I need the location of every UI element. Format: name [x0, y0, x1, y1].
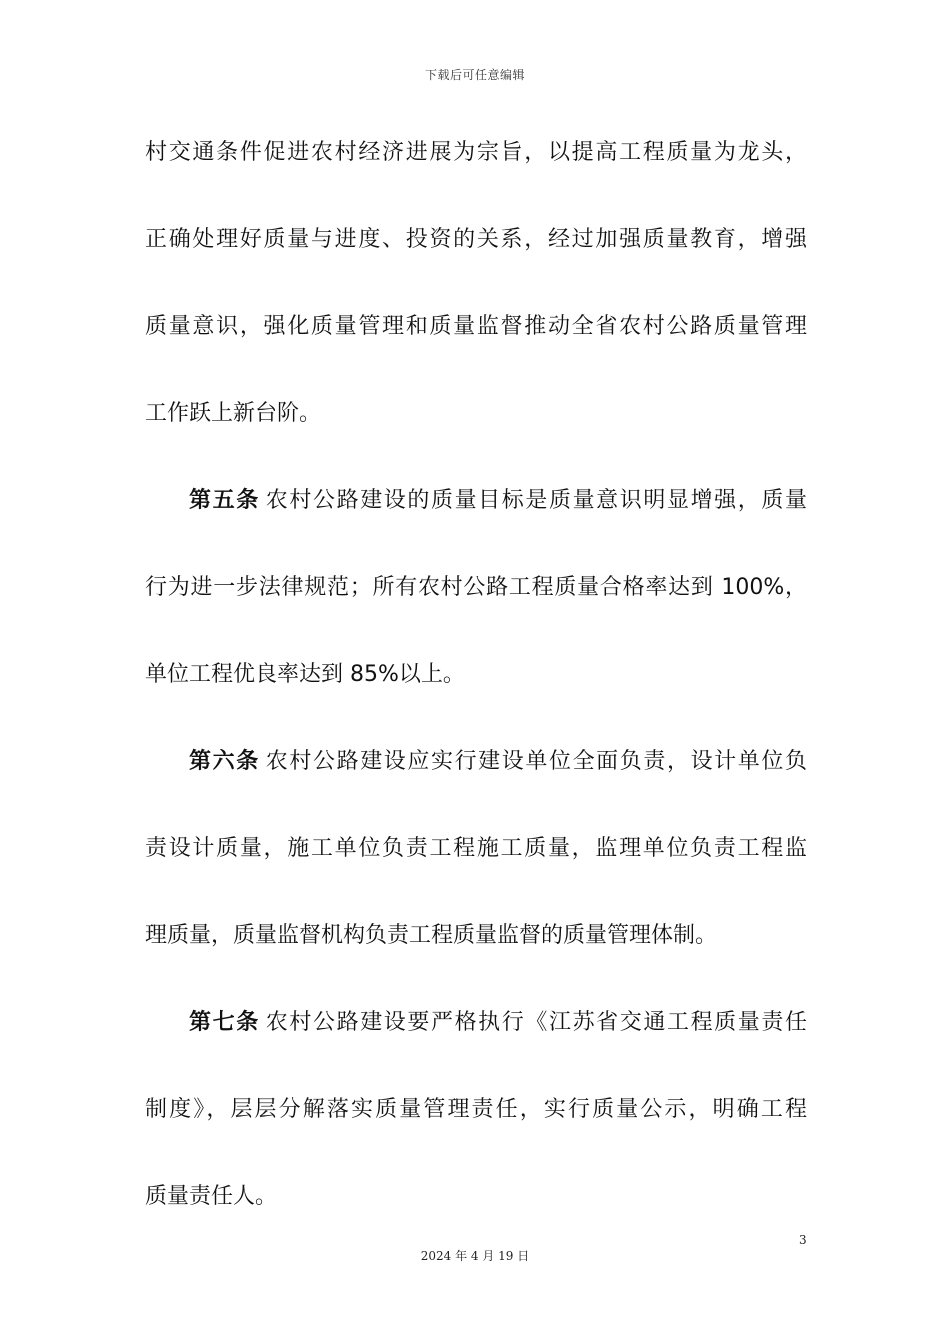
document-body [145, 128, 807, 1259]
article-7-number: 第七条 [189, 1010, 260, 1035]
body-line: 单位工程优良率达到 85%以上。 [145, 662, 465, 687]
body-line: 正确处理好质量与进度、投资的关系，经过加强质量教育，增强 [145, 227, 807, 252]
body-line: 理质量，质量监督机构负责工程质量监督的质量管理体制。 [145, 923, 718, 948]
body-line: 工作跃上新台阶。 [145, 401, 322, 426]
footer-date: 2024 年 4 月 19 日 [420, 1249, 530, 1263]
article-6-number: 第六条 [189, 749, 260, 774]
article-5-number: 第五条 [189, 488, 260, 513]
body-line: 质量意识，强化质量管理和质量监督推动全省农村公路质量管理 [145, 314, 807, 339]
body-line: 村交通条件促进农村经济进展为宗旨，以提高工程质量为龙头， [145, 140, 807, 165]
page-number: 3 [799, 1233, 807, 1247]
page-header-note: 下载后可任意编辑 [424, 68, 525, 82]
body-line: 制度》，层层分解落实质量管理责任，实行质量公示，明确工程 [145, 1097, 807, 1122]
article-6-first-line [145, 737, 807, 824]
article-5-text: 农村公路建设的质量目标是质量意识明显增强，质量 [265, 488, 807, 513]
article-7-text: 农村公路建设要严格执行《江苏省交通工程质量责任 [265, 1010, 807, 1035]
body-line: 责设计质量，施工单位负责工程施工质量，监理单位负责工程监 [145, 836, 807, 861]
article-5-first-line [145, 476, 807, 563]
body-line: 质量责任人。 [145, 1184, 278, 1209]
body-line: 行为进一步法律规范；所有农村公路工程质量合格率达到 100%， [145, 575, 807, 600]
article-6-text: 农村公路建设应实行建设单位全面负责，设计单位负 [265, 749, 807, 774]
article-7-first-line [145, 998, 807, 1085]
